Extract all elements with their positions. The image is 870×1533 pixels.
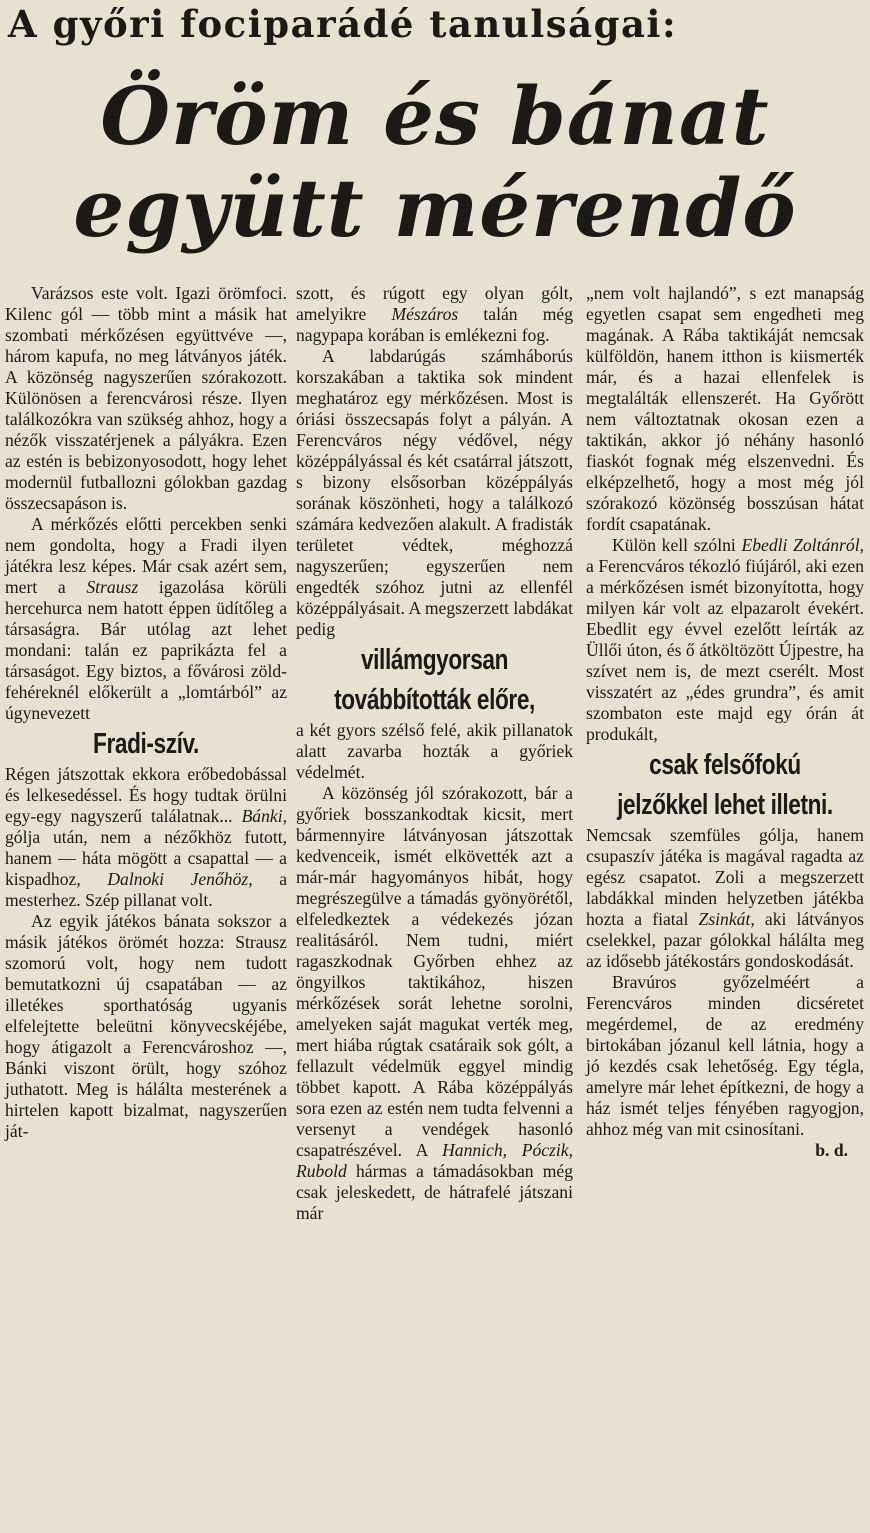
paragraph: a két gyors szélső felé, akik pillanatok alatt zavarba hozták a győriek védelmét. bbox=[296, 720, 573, 782]
paragraph: Nemcsak szemfüles gólja, hanem csupaszív játéka is magával ragadta az egész csapatot. Zoli a megszerzett labdákkal minden helyzetben játékba hozta a fiatal Zsinkát, aki látványos cselekkel, pazar gólokkal hálálta meg az idősebb játékostárs gondoskodását. bbox=[586, 825, 864, 971]
subheading: csak felsőfokú jelzőkkel lehet illetni. bbox=[617, 749, 833, 821]
paragraph: Bravúros győzelméért a Ferencváros minden dicséretet megérdemel, de az eredmény birtokában józanul kell látnia, hogy a jó kezdés csak lehetőség. Egy tégla, amelyre már lehet építkezni, de hogy a ház ismét teljes fényében ragyogjon, ahhoz még van mit csinosítani. bbox=[586, 972, 864, 1139]
paragraph: Külön kell szólni Ebedli Zoltánról, a Ferencváros tékozló fiújáról, aki ezen a mérkőzésen ismét bizonyította, hogy milyen kár volt az elpazarolt évekért. Ebedlit egy évvel ezelőtt leírták az Üllői úton, és ő átköltözött Újpestre, ha szívet nem is, de mezt cserélt. Most visszatért az „édes grundra”, és amit szombaton este majd egy órán át produkált, bbox=[586, 535, 864, 744]
subheading: villámgyorsan továbbították előre, bbox=[334, 644, 535, 716]
paragraph: A közönség jól szórakozott, bár a győriek bosszankodtak kicsit, mert bármennyire látványosan játszottak kedvenceik, ismét elkövették azt a már-már hagyományos hibát, hogy megrészegülve a támadás gyönyörétől, elfeledkeztek a védekezés józan realitásáról. Nem tudni, miért ragaszkodnak Győrben ehhez az öngyilkos taktikához, hiszen mérkőzések sorát lehetne sorolni, amelyeken saját magukat verték meg, mert hiába rúgtak csatáraik sok gólt, a fellazult védelmük eggyel mindig többet kapott. A Rába középpályás sora ezen az estén nem tudta felvenni a versenyt a vendégek hasonló csapatrészével. A Hannich, Póczik, Rubold hármas a támadásokban még csak jeleskedett, de hátrafelé játszani már bbox=[296, 783, 573, 1223]
paragraph: A labdarúgás számháborús korszakában a taktika sok mindent meghatároz egy mérkőzésen. Most is óriási összecsapás folyt a pályán. A Ferencváros négy védővel, négy középpályással és két csatárral játszott, s bizony elsősorban középpályás sorának köszönheti, hogy a találkozó számára kedvezően alakult. A fradisták területet védtek, méghozzá nagyszerűen; egyszerűen nem engedték szóhoz jutni az ellenfél középpályásait. A megszerzett labdákat pedig bbox=[296, 346, 573, 639]
subheading: Fradi-szív. bbox=[93, 728, 199, 760]
column-1 bbox=[5, 283, 287, 1142]
article-title bbox=[0, 70, 870, 254]
title-line-2: együtt mérendő bbox=[73, 161, 797, 255]
article-kicker: A győri fociparádé tanulságai: bbox=[8, 2, 678, 46]
paragraph: Varázsos este volt. Igazi örömfoci. Kilenc gól — több mint a másik hat szombati mérkőzésen együttvéve —, három kapufa, no meg látványos játék. A közönség nagyszerűen szórakozott. Különösen a ferencvárosi része. Ilyen találkozókra van szükség ahhoz, hogy a nézők visszatérjenek a pályákra. Ezen az estén is bebizonyosodott, hogy lehet modernül futballozni gólokban gazdag összecsapáson is. bbox=[5, 283, 287, 513]
paragraph: A mérkőzés előtti percekben senki nem gondolta, hogy a Fradi ilyen játékra lesz képes. Már csak azért sem, mert a Strausz igazolása körüli hercehurca nem hatott éppen üdítőleg a társaságra. Bár utólag azt lehet mondani: talán ez paprikázta fel a társaságot. Egy biztos, a fővárosi zöld-fehéreknél előkerült a „lomtárból” az úgynevezett bbox=[5, 514, 287, 723]
paragraph: szott, és rúgott egy olyan gólt, amelyikre Mészáros talán még nagypapa korában is emlékezni fog. bbox=[296, 283, 573, 345]
paragraph: Az egyik játékos bánata sokszor a másik játékos örömét hozza: Strausz szomorú volt, hogy nem tudott bemutatkozni új csapatában — az illetékes sporthatóság ugyanis elfelejtette beleütni könyvecskéjébe, hogy átigazolt a Ferencvároshoz —, Bánki viszont örült, hogy szóhoz juthatott. Meg is hálálta mesterének a hirtelen kapott bizalmat, nagyszerűen ját- bbox=[5, 911, 287, 1141]
paragraph: „nem volt hajlandó”, s ezt manapság egyetlen csapat sem engedheti meg magának. A Rába taktikáját nemcsak külföldön, hanem itthon is kiismerték már, és a hazai ellenfelek is megtalálták ellenszerét. Ha Győrött nem változtatnak okosan ezen a taktikán, akkor jó néhány hasonló fiaskót fognak még elszenvedni. És elképzelhető, hogy a most még jól szórakozó közönség bosszúsan hátat fordít csapatának. bbox=[586, 283, 864, 534]
column-2 bbox=[296, 283, 573, 1224]
paragraph: Régen játszottak ekkora erőbedobással és lelkesedéssel. És hogy tudtak örülni egy-egy nagyszerű találatnak... Bánki, gólja után, nem a nézőkhöz futott, hanem — háta mögött a csapattal — a kispadhoz, Dalnoki Jenőhöz, a mesterhez. Szép pillanat volt. bbox=[5, 764, 287, 910]
title-line-1: Öröm és bánat bbox=[100, 69, 770, 163]
author-signature: b. d. bbox=[815, 1140, 848, 1160]
column-3 bbox=[586, 283, 864, 1161]
